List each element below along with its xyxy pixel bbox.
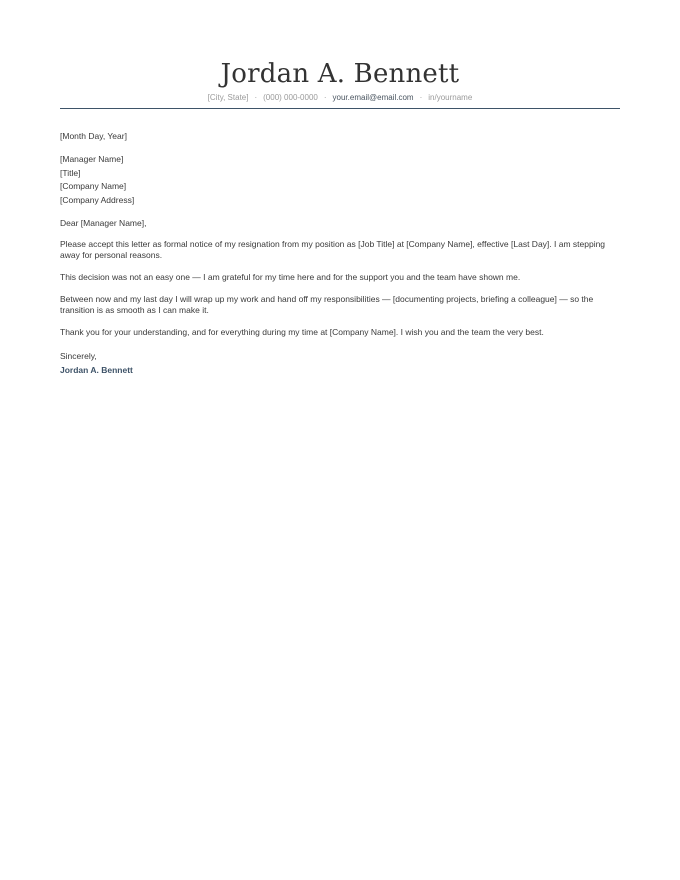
header-divider — [60, 108, 620, 109]
closing: Sincerely, — [60, 351, 97, 361]
contact-email[interactable]: your.email@email.com — [332, 93, 414, 102]
contact-linkedin[interactable]: in/yourname — [428, 93, 473, 102]
contact-separator: · — [323, 93, 327, 102]
signature-name: Jordan A. Bennett — [60, 365, 133, 375]
recipient-address: [Company Address] — [60, 194, 135, 205]
letter-date: [Month Day, Year] — [60, 131, 127, 141]
recipient-block — [60, 154, 620, 208]
author-name: Jordan A. Bennett — [220, 59, 460, 89]
paragraph: This decision was not an easy one — I am grateful for my time here and for the support you and the team have shown me. — [60, 272, 521, 282]
contact-phone: (000) 000-0000 — [263, 93, 318, 102]
recipient-manager: [Manager Name] — [60, 154, 124, 164]
paragraph: Please accept this letter as formal notice of my resignation from my position as [Job Title] at [Company Name], effective [Last Day]. I am stepping away for personal reasons. — [60, 239, 606, 260]
contact-location: [City, State] — [207, 93, 249, 102]
paragraph: Thank you for your understanding, and for everything during my time at [Company Name]. I wish you and the team the very best. — [60, 327, 544, 337]
contact-separator: · — [254, 93, 258, 102]
salutation: Dear [Manager Name], — [60, 218, 147, 228]
recipient-company: [Company Name] — [60, 181, 127, 191]
contact-separator: · — [419, 93, 423, 102]
paragraph: Between now and my last day I will wrap up my work and hand off my responsibilities — [documenting projects, briefing a colleague] — so the transition is as smooth as I can make it. — [60, 294, 594, 315]
contact-line — [60, 93, 620, 103]
recipient-title: [Title] — [60, 167, 81, 178]
